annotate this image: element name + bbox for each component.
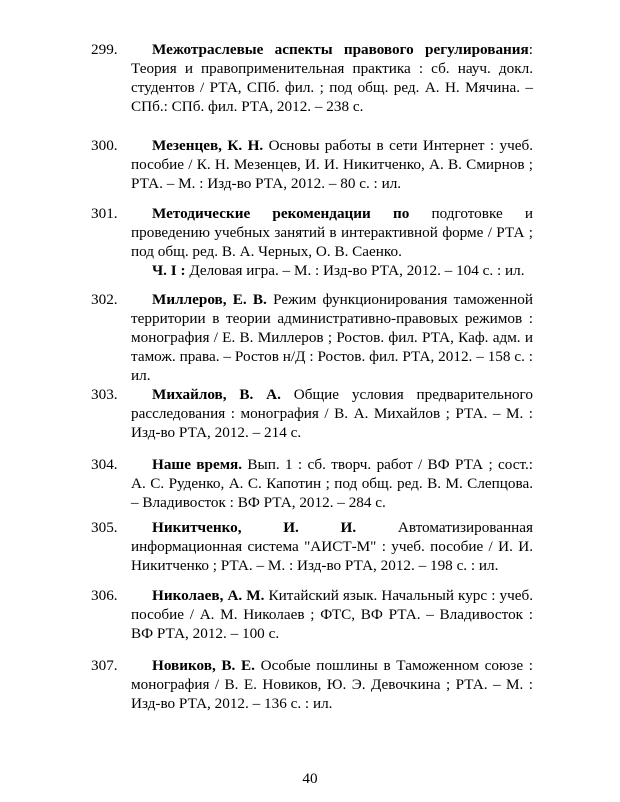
entry-description: Автоматизированная информационная система "АИСТ-М" : учеб. пособие / И. И. Никитченко ; РТА. – М. : Изд-во РТА, 2012. – 198 с. : ил.	[131, 519, 533, 574]
entry-heading: Миллеров, Е. В.	[152, 291, 267, 308]
entry-number: 302.	[91, 291, 118, 308]
entry-number: 300.	[91, 137, 118, 154]
entry-text	[131, 136, 533, 193]
entry-text	[131, 455, 533, 512]
entry-number: 301.	[91, 205, 118, 222]
entry-text	[131, 385, 533, 442]
entry-text	[131, 656, 533, 713]
entry-description: подготовке и проведению учебных занятий в интерактивной форме / РТА ; под общ. ред. В. А. Черных, О. В. Саенко.	[131, 205, 533, 260]
entry-heading: Мезенцев, К. Н.	[152, 137, 264, 154]
entry-description: Особые пошлины в Таможенном союзе : монография / В. Е. Новиков, Ю. Э. Девочкина ; РТА. – М. : Изд-во РТА, 2012. – 136 с. : ил.	[131, 657, 533, 712]
entry-number: 304.	[91, 456, 118, 473]
entry-number: 303.	[91, 386, 118, 403]
entry-text	[131, 204, 533, 261]
entry-text	[131, 518, 533, 575]
entry-text	[131, 586, 533, 643]
entry-heading: Михайлов, В. А.	[152, 386, 281, 403]
entry-number: 299.	[91, 41, 118, 58]
entry-number: 305.	[91, 519, 118, 536]
entry-description: Режим функционирования таможенной территории в теории административно-правовых режимов : монография / Е. В. Миллеров ; Ростов. фил. РТА, Каф. адм. и тамож. права. – Ростов н/Д : Ростов. фил. РТА, 2012. – 158 с. : ил.	[131, 291, 533, 384]
entry-heading: Николаев, А. М.	[152, 587, 265, 604]
entry-description: Общие условия предварительного расследования : монография / В. А. Михайлов ; РТА. – М. : Изд-во РТА, 2012. – 214 с.	[131, 386, 533, 441]
entry-heading: Методические рекомендации по	[152, 205, 410, 222]
subpart-heading: Ч. I :	[152, 262, 186, 279]
entry-number: 307.	[91, 657, 118, 674]
entry-description: Основы работы в сети Интернет : учеб. пособие / К. Н. Мезенцев, И. И. Никитченко, А. В. Смирнов ; РТА. – М. : Изд-во РТА, 2012. – 80 с. : ил.	[131, 137, 533, 192]
entry-subpart	[131, 261, 533, 280]
entry-heading: Новиков, В. Е.	[152, 657, 255, 674]
entry-heading: Наше время.	[152, 456, 243, 473]
entry-description: Вып. 1 : сб. творч. работ / ВФ РТА ; сост.: А. С. Руденко, А. С. Капотин ; под общ. ред. В. М. Слепцова. – Владивосток : ВФ РТА, 2012. – 284 с.	[131, 456, 534, 511]
subpart-description: Деловая игра. – М. : Изд-во РТА, 2012. – 104 с. : ил.	[185, 262, 525, 279]
entry-description: Китайский язык. Начальный курс : учеб. пособие / А. М. Николаев ; ФТС, ВФ РТА. – Владивосток : ВФ РТА, 2012. – 100 с.	[131, 587, 534, 642]
entry-number: 306.	[91, 587, 118, 604]
page-number: 40	[302, 770, 318, 787]
entry-heading: Никитченко, И. И.	[152, 519, 357, 536]
entry-text	[131, 290, 533, 385]
entry-description: : Теория и правоприменительная практика : сб. науч. докл. студентов / РТА, СПб. фил. ; под общ. ред. А. Н. Мячина. – СПб.: СПб. фил. РТА, 2012. – 238 с.	[131, 41, 533, 115]
entry-text	[131, 40, 533, 116]
entry-heading: Межотраслевые аспекты правового регулирования	[152, 41, 529, 58]
